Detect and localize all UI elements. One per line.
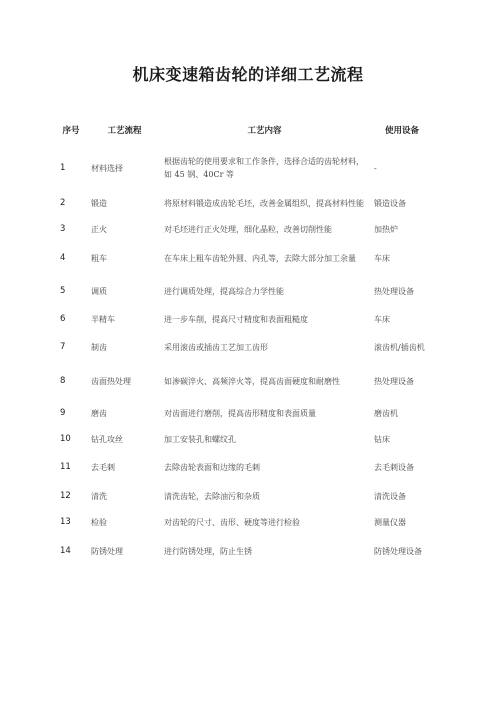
row-equipment: 锻造设备 <box>374 198 406 208</box>
row-number: 5 <box>60 285 66 296</box>
table-row <box>54 426 436 452</box>
row-process-step: 材料选择 <box>91 163 123 173</box>
row-process-content: 加工安装孔和螺纹孔 <box>164 434 236 444</box>
row-process-content: 如渗碳淬火、高频淬火等，提高齿面硬度和耐磨性 <box>164 377 340 386</box>
row-number: 8 <box>60 376 66 386</box>
row-process-step: 去毛刺 <box>91 463 115 472</box>
table-row <box>54 509 436 535</box>
row-number: 3 <box>60 223 66 234</box>
row-equipment: 去毛刺设备 <box>374 463 414 472</box>
table-row <box>54 400 436 426</box>
header-equipment: 使用设备 <box>384 126 419 136</box>
row-process-step: 调质 <box>91 286 107 296</box>
row-process-step: 钻孔攻丝 <box>91 434 123 444</box>
row-process-content: 采用滚齿或插齿工艺加工齿形 <box>164 343 268 352</box>
row-process-step: 粗车 <box>91 253 107 263</box>
row-process-step: 检验 <box>91 517 107 527</box>
row-process-content: 对齿面进行磨削，提高齿形精度和表面质量 <box>164 408 316 418</box>
row-number: 2 <box>60 197 66 208</box>
row-process-step: 磨齿 <box>91 408 107 418</box>
table-row <box>54 148 436 188</box>
row-process-step: 清洗 <box>91 491 107 501</box>
table-row <box>54 332 436 363</box>
table-body <box>54 148 436 568</box>
table-row <box>54 306 436 332</box>
row-process-step: 半精车 <box>91 314 115 324</box>
row-process-step: 齿面热处理 <box>91 377 131 386</box>
row-equipment: 热处理设备 <box>374 286 414 296</box>
row-number: 13 <box>60 516 71 527</box>
table-row <box>54 218 436 240</box>
row-equipment: 测量仪器 <box>374 517 406 527</box>
row-number: 7 <box>60 342 66 352</box>
row-number: 10 <box>60 433 71 444</box>
header-no: 序号 <box>62 126 80 136</box>
row-process-step: 防锈处理 <box>91 547 123 556</box>
row-equipment: 加热炉 <box>374 224 398 234</box>
row-process-content: 进一步车削，提高尺寸精度和表面粗糙度 <box>164 314 308 324</box>
row-process-content: 对毛坯进行正火处理，细化晶粒，改善切削性能 <box>164 224 332 234</box>
header-step: 工艺流程 <box>107 126 142 136</box>
table-header-row <box>54 114 436 148</box>
row-process-content: 将原材料锻造成齿轮毛坯，改善金属组织，提高材料性能 <box>164 198 364 208</box>
row-number: 9 <box>60 407 66 418</box>
table-row <box>54 452 436 483</box>
row-process-content: 清洗齿轮，去除油污和杂质 <box>164 491 260 501</box>
table-row <box>54 240 436 276</box>
page-title: 机床变速箱齿轮的详细工艺流程 <box>132 65 364 84</box>
row-number: 6 <box>60 313 66 324</box>
row-number: 4 <box>60 252 66 263</box>
row-number: 12 <box>60 490 71 501</box>
row-process-step: 制齿 <box>91 343 107 352</box>
row-equipment: 热处理设备 <box>374 377 414 386</box>
table-row <box>54 188 436 218</box>
row-process-step: 锻造 <box>91 198 107 208</box>
row-process-step: 正火 <box>91 224 107 234</box>
header-content: 工艺内容 <box>247 126 282 136</box>
row-number: 14 <box>60 546 71 556</box>
row-process-content: 对齿轮的尺寸、齿形、硬度等进行检验 <box>164 517 300 527</box>
row-process-content: 进行防锈处理，防止生锈 <box>164 547 252 556</box>
table-row <box>54 483 436 509</box>
row-process-content: 去除齿轮表面和边缘的毛刺 <box>164 463 260 472</box>
row-equipment: 防锈处理设备 <box>374 547 422 556</box>
process-table <box>54 114 436 568</box>
row-process-content: 在车床上粗车齿轮外圆、内孔等，去除大部分加工余量 <box>164 253 356 263</box>
table-row <box>54 276 436 306</box>
table-row <box>54 363 436 400</box>
row-equipment: 车床 <box>374 253 390 263</box>
row-equipment: 滚齿机/插齿机 <box>374 343 425 352</box>
row-number: 1 <box>60 162 66 173</box>
row-process-content: 根据齿轮的使用要求和工作条件，选择合适的齿轮材料，如 45 钢、40Cr 等 <box>164 157 364 179</box>
row-equipment: 钻床 <box>374 434 390 444</box>
row-equipment: - <box>374 163 377 173</box>
table-row <box>54 535 436 568</box>
row-equipment: 清洗设备 <box>374 491 406 501</box>
row-number: 11 <box>60 462 71 472</box>
row-process-content: 进行调质处理，提高综合力学性能 <box>164 286 284 296</box>
row-equipment: 车床 <box>374 314 390 324</box>
row-equipment: 磨齿机 <box>374 408 398 418</box>
